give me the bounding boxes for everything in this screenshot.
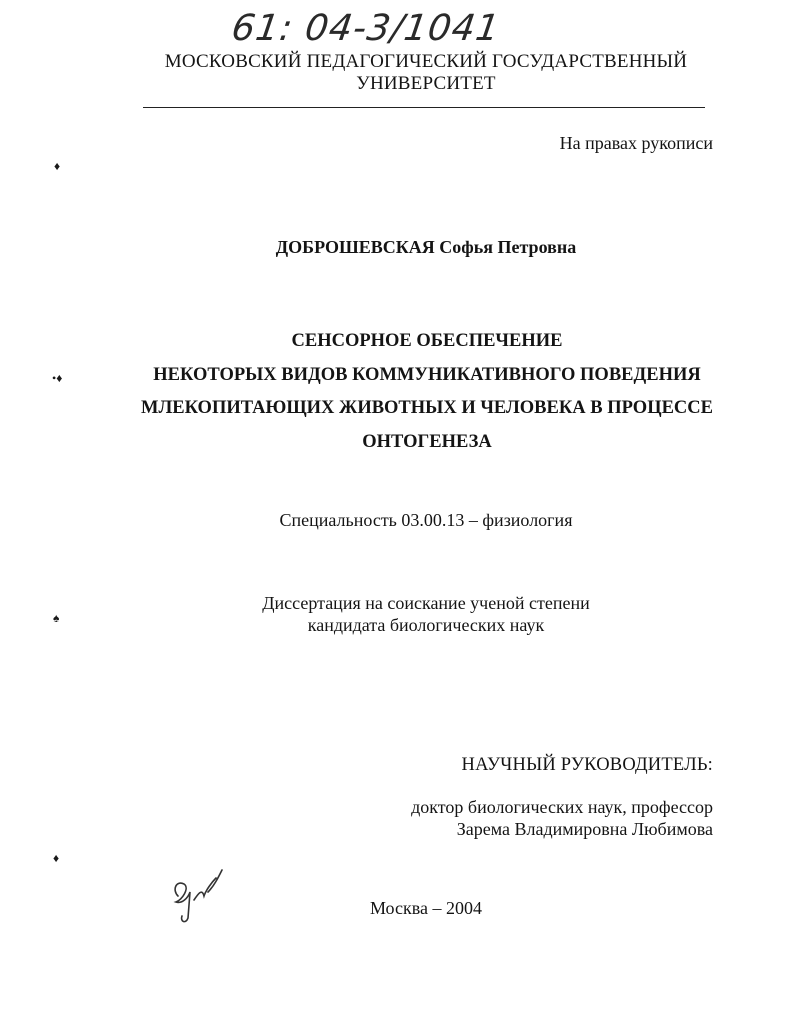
supervisor-info (411, 796, 713, 840)
rights-note: На правах рукописи (559, 133, 713, 153)
author-surname: ДОБРОШЕВСКАЯ (275, 237, 435, 257)
title-line: МЛЕКОПИТАЮЩИХ ЖИВОТНЫХ И ЧЕЛОВЕКА В ПРОЦЕССЕ (141, 398, 713, 418)
city-year: Москва – 2004 (370, 898, 482, 918)
title-line: НЕКОТОРЫХ ВИДОВ КОММУНИКАТИВНОГО ПОВЕДЕНИЯ (153, 364, 701, 385)
handwritten-archive-code: 61: 04-3/1041 (229, 8, 503, 49)
supervisor-label: НАУЧНЫЙ РУКОВОДИТЕЛЬ: (461, 755, 713, 775)
header-divider (143, 107, 705, 108)
degree-statement (0, 592, 799, 636)
title-line: ОНТОГЕНЕЗА (362, 431, 492, 452)
signature (168, 866, 228, 930)
margin-mark: •♦ (52, 371, 63, 385)
supervisor-name: Зарема Владимировна Любимова (456, 819, 713, 839)
dissertation-title (100, 325, 754, 459)
margin-mark: ♠ (53, 611, 60, 625)
specialty: Специальность 03.00.13 – физиология (279, 510, 573, 530)
author-given-names: Софья Петровна (439, 237, 577, 257)
supervisor-position: доктор биологических наук, профессор (411, 797, 713, 817)
margin-mark: ♦ (53, 851, 60, 865)
organization-name-line2: УНИВЕРСИТЕТ (356, 73, 496, 94)
organization-name-line1: МОСКОВСКИЙ ПЕДАГОГИЧЕСКИЙ ГОСУДАРСТВЕННЫЙ (164, 51, 688, 72)
author (0, 237, 799, 258)
margin-mark: ♦ (54, 159, 61, 173)
degree-line2: кандидата биологических наук (307, 615, 545, 635)
title-line: СЕНСОРНОЕ ОБЕСПЕЧЕНИЕ (291, 331, 563, 351)
degree-line1: Диссертация на соискание ученой степени (262, 593, 590, 613)
